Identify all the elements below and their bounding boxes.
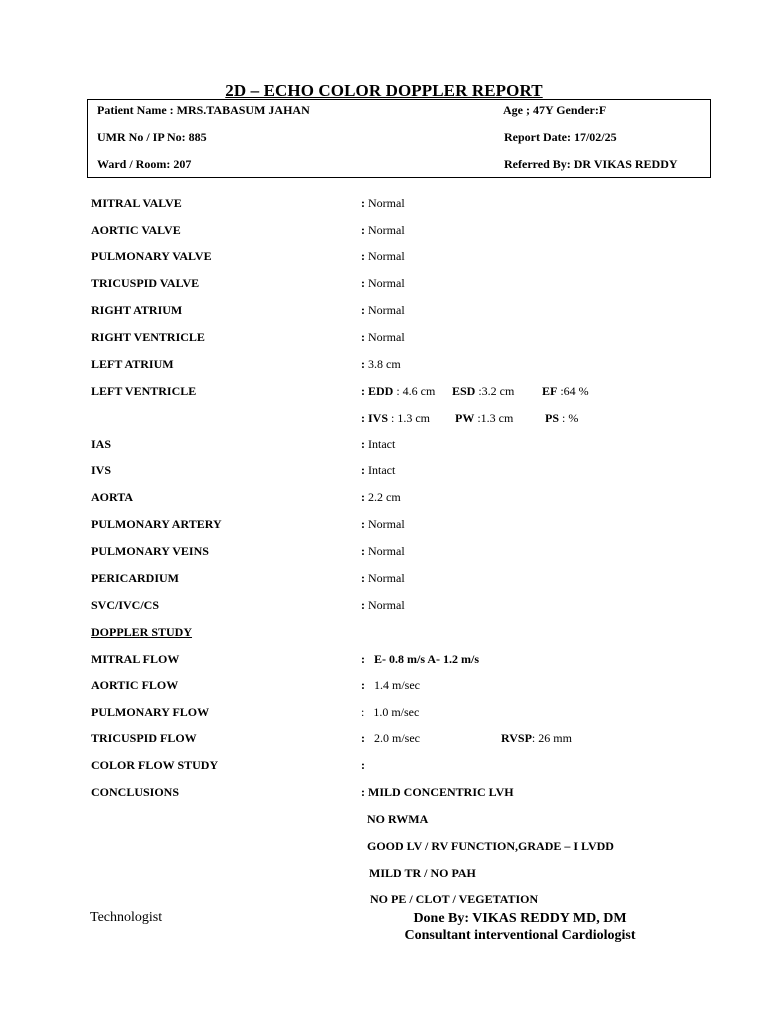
lv-ivs: : IVS : 1.3 cm (361, 411, 431, 425)
tricuspid-valve-label: TRICUSPID VALVE (91, 276, 200, 290)
svc-ivc-cs-label: SVC/IVC/CS (91, 598, 160, 612)
left-atrium-value: : 3.8 cm (361, 357, 401, 371)
conclusion-line: NO RWMA (367, 812, 429, 826)
aortic-valve-label: AORTIC VALVE (91, 223, 181, 237)
doppler-heading: DOPPLER STUDY (91, 625, 193, 639)
left-atrium-label: LEFT ATRIUM (91, 357, 174, 371)
pulmonary-veins-label: PULMONARY VEINS (91, 544, 209, 558)
report-date: Report Date: 17/02/25 (504, 130, 617, 144)
conclusions-label: CONCLUSIONS (91, 785, 180, 799)
pulmonary-veins-value: : Normal (361, 544, 405, 558)
left-ventricle-label: LEFT VENTRICLE (91, 384, 197, 398)
color-flow-value: : (361, 758, 365, 772)
pulmonary-flow-value: : 1.0 m/sec (361, 705, 420, 719)
done-by: Done By: VIKAS REDDY MD, DM (413, 911, 627, 926)
pulmonary-valve-label: PULMONARY VALVE (91, 249, 212, 263)
ivs-label: IVS (91, 463, 112, 477)
lv-esd: ESD :3.2 cm (452, 384, 515, 398)
ivs-value: : Intact (361, 463, 396, 477)
pulmonary-valve-value: : Normal (361, 249, 405, 263)
ias-label: IAS (91, 437, 112, 451)
aorta-label: AORTA (91, 490, 134, 504)
pulmonary-flow-label: PULMONARY FLOW (91, 705, 210, 719)
lv-ef: EF :64 % (542, 384, 589, 398)
doctor-designation: Consultant interventional Cardiologist (404, 928, 636, 943)
aorta-value: : 2.2 cm (361, 490, 401, 504)
color-flow-label: COLOR FLOW STUDY (91, 758, 219, 772)
right-atrium-label: RIGHT ATRIUM (91, 303, 183, 317)
pulmonary-artery-value: : Normal (361, 517, 405, 531)
tricuspid-flow-label: TRICUSPID FLOW (91, 731, 197, 745)
report-title: 2D – ECHO COLOR DOPPLER REPORT (225, 81, 543, 100)
technologist-label: Technologist (90, 910, 163, 925)
umr-number: UMR No / IP No: 885 (97, 130, 207, 144)
right-ventricle-value: : Normal (361, 330, 405, 344)
aortic-flow-value: : 1.4 m/sec (361, 678, 420, 692)
lv-edd: : EDD : 4.6 cm (361, 384, 436, 398)
lv-pw: PW :1.3 cm (455, 411, 514, 425)
pulmonary-artery-label: PULMONARY ARTERY (91, 517, 222, 531)
aortic-flow-label: AORTIC FLOW (91, 678, 179, 692)
right-atrium-value: : Normal (361, 303, 405, 317)
mitral-valve-label: MITRAL VALVE (91, 196, 182, 210)
conclusion-line: MILD TR / NO PAH (369, 866, 476, 880)
ward-room: Ward / Room: 207 (97, 157, 192, 171)
mitral-flow-value: : E- 0.8 m/s A- 1.2 m/s (361, 652, 479, 666)
lv-ps: PS : % (545, 411, 579, 425)
pericardium-label: PERICARDIUM (91, 571, 179, 585)
patient-name: Patient Name : MRS.TABASUM JAHAN (97, 103, 310, 117)
conclusion-line: : MILD CONCENTRIC LVH (361, 785, 514, 799)
mitral-flow-label: MITRAL FLOW (91, 652, 180, 666)
svc-ivc-cs-value: : Normal (361, 598, 405, 612)
conclusion-line: GOOD LV / RV FUNCTION,GRADE – I LVDD (367, 839, 614, 853)
rvsp-value: RVSP: 26 mm (501, 731, 572, 745)
conclusion-line: NO PE / CLOT / VEGETATION (370, 892, 539, 906)
ias-value: : Intact (361, 437, 396, 451)
aortic-valve-value: : Normal (361, 223, 405, 237)
pericardium-value: : Normal (361, 571, 405, 585)
right-ventricle-label: RIGHT VENTRICLE (91, 330, 205, 344)
patient-age-gender: Age ; 47Y Gender:F (503, 103, 607, 117)
mitral-valve-value: : Normal (361, 196, 405, 210)
referred-by: Referred By: DR VIKAS REDDY (504, 157, 678, 171)
tricuspid-flow-value: : 2.0 m/sec (361, 731, 420, 745)
tricuspid-valve-value: : Normal (361, 276, 405, 290)
